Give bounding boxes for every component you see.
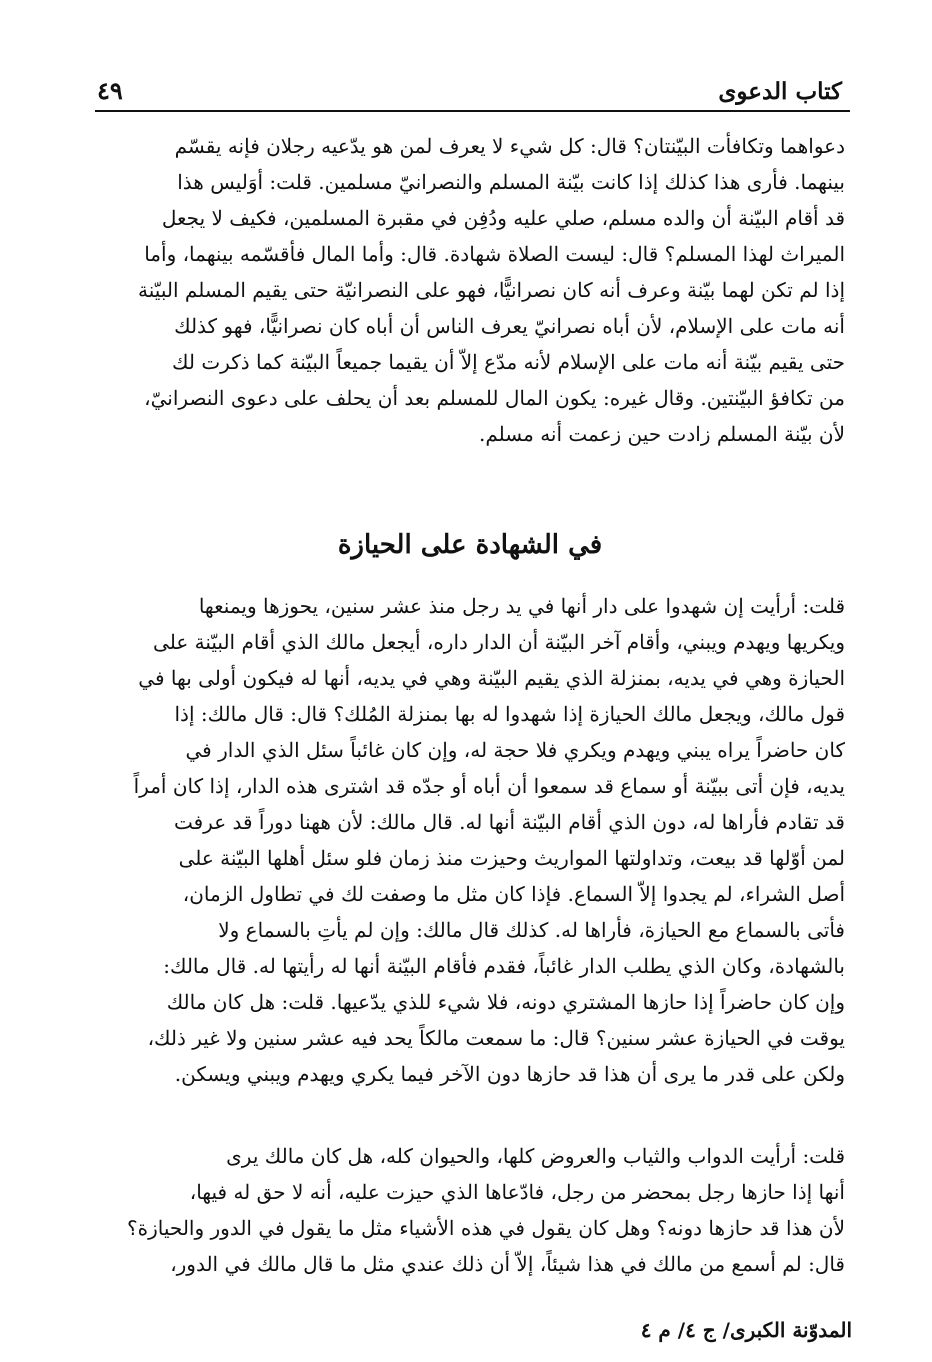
text-line: كان حاضراً يراه يبني ويهدم ويكري فلا حجة له، وإن كان غائباً سئل الذي الدار في	[185, 738, 845, 762]
text-line: بالشهادة، وكان الذي يطلب الدار غائباً، فقدم فأقام البيّنة أنها له رأيتها له. قال مالك:	[163, 954, 845, 978]
text-line: حتى يقيم بيّنة أنه مات على الإسلام لأنه مدّع إلاّ أن يقيما جميعاً البيّنة كما ذكرت لك	[172, 350, 845, 374]
page-footer: المدوّنة الكبرى/ ج ٤/ م ٤	[640, 1318, 852, 1342]
text-line: بينهما. فأرى هذا كذلك إذا كانت بيّنة المسلم والنصرانيّ مسلمين. قلت: أوَليس هذا	[177, 170, 845, 194]
text-line: قد أقام البيّنة أن والده مسلم، صلي عليه ودُفِن في مقبرة المسلمين، فكيف لا يجعل	[161, 206, 845, 230]
text-line: دعواهما وتكافأت البيّنتان؟ قال: كل شيء لا يعرف لمن هو يدّعيه رجلان فإنه يقسّم	[174, 134, 845, 158]
text-line: لمن أوّلها قد بيعت، وتداولتها المواريث وحيزت منذ زمان فلو سئل أهلها البيّنة على	[178, 846, 845, 870]
paragraph-movables	[95, 1138, 845, 1282]
text-line: وإن كان حاضراً إذا حازها المشتري دونه، فلا شيء للذي يدّعيها. قلت: هل كان مالك	[166, 990, 845, 1014]
page-number: ٤٩	[97, 76, 123, 105]
paragraph-inheritance	[95, 128, 845, 452]
text-line: قلت: أرأيت إن شهدوا على دار أنها في يد رجل منذ عشر سنين، يحوزها ويمنعها	[198, 594, 845, 618]
text-line: قال: لم أسمع من مالك في هذا شيئاً، إلاّ أن ذلك عندي مثل ما قال مالك في الدور،	[170, 1252, 845, 1276]
text-line: يديه، فإن أتى ببيّنة أو سماع قد سمعوا أن أباه أو جدّه قد اشترى هذه الدار، إذا كان أمراً	[133, 774, 845, 798]
text-line: قد تقادم فأراها له، دون الذي أقام البيّنة أنها له. قال مالك: لأن ههنا دوراً قد عرفت	[173, 810, 845, 834]
text-line: الميراث لهذا المسلم؟ قال: ليست الصلاة شهادة. قال: وأما المال فأقسّمه بينهما، وأما	[144, 242, 845, 266]
text-line: لأن بيّنة المسلم زادت حين زعمت أنه مسلم.	[479, 422, 845, 446]
text-line: ويكريها ويهدم ويبني، وأقام آخر البيّنة أن الدار داره، أيجعل مالك الذي أقام البيّنة على	[153, 630, 845, 654]
text-line: أنها إذا حازها رجل بمحضر من رجل، فادّعاها الذي حيزت عليه، أنه لا حق له فيها،	[189, 1180, 845, 1204]
section-heading: في الشهادة على الحيازة	[337, 530, 603, 560]
text-line: من تكافؤ البيّنتين. وقال غيره: يكون المال للمسلم بعد أن يحلف على دعوى النصرانيّ،	[144, 386, 845, 410]
page-header	[95, 70, 850, 112]
text-line: قلت: أرأيت الدواب والثياب والعروض كلها، والحيوان كله، هل كان مالك يرى	[226, 1144, 845, 1168]
book-title: كتاب الدعوى	[718, 78, 842, 105]
text-line: إذا لم تكن لهما بيّنة وعرف أنه كان نصرانيًّا، فهو على النصرانيّة حتى يقيم المسلم البيّنة	[138, 278, 845, 302]
text-line: الحيازة وهي في يديه، بمنزلة الذي يقيم البيّنة وهي في يديه، أنها له فيكون أولى بها في	[138, 666, 845, 690]
text-line: ولكن على قدر ما يرى أن هذا قد حازها دون الآخر فيما يكري ويهدم ويبني ويسكن.	[174, 1062, 845, 1086]
text-line: لأن هذا قد حازها دونه؟ وهل كان يقول في هذه الأشياء مثل ما يقول في الدور والحيازة؟	[127, 1216, 845, 1240]
text-line: يوقت في الحيازة عشر سنين؟ قال: ما سمعت مالكاً يحد فيه عشر سنين ولا غير ذلك،	[147, 1026, 845, 1050]
text-line: أنه مات على الإسلام، لأن أباه نصرانيّ يعرف الناس أن أباه كان نصرانيًّا، فهو كذلك	[174, 314, 845, 338]
text-line: فأتى بالسماع مع الحيازة، فأراها له. كذلك قال مالك: وإن لم يأتِ بالسماع ولا	[218, 918, 845, 942]
paragraph-possession	[95, 588, 845, 1092]
text-line: قول مالك، ويجعل مالك الحيازة إذا شهدوا له بها بمنزلة المُلك؟ قال: قال مالك: إذا	[174, 702, 845, 726]
text-line: أصل الشراء، لم يجدوا إلاّ السماع. فإذا كان مثل ما وصفت لك في تطاول الزمان،	[182, 882, 845, 906]
